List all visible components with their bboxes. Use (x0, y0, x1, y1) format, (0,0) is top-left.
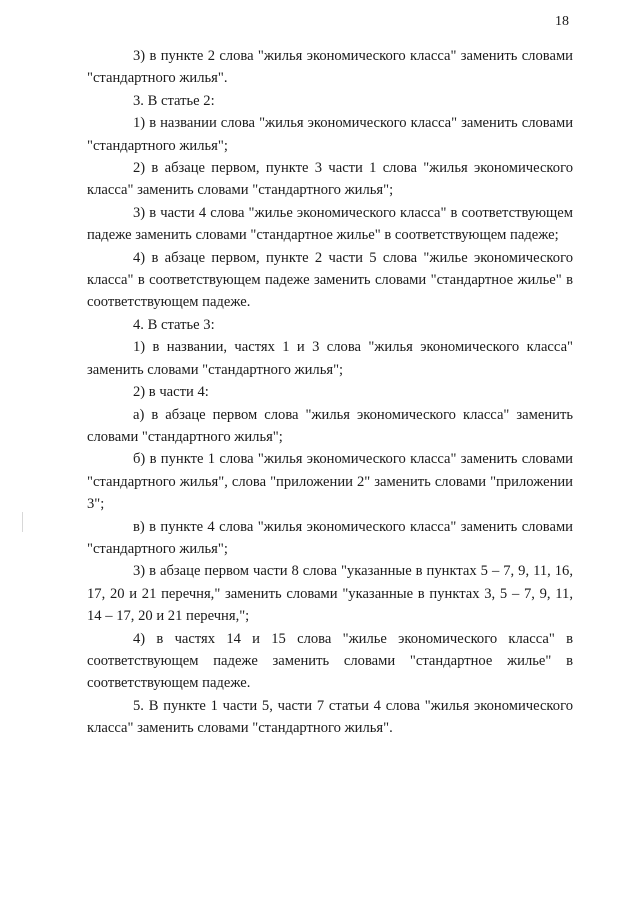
paragraph-article-3-item-2b: б) в пункте 1 слова "жилья экономического класса" заменить словами "стандартного жилья", слова "приложении 2" заменить словами "приложении 3"; (87, 451, 573, 513)
paragraph-article-2-item-2: 2) в абзаце первом, пункте 3 части 1 слова "жилья экономического класса" заменить словами "стандартного жилья"; (87, 160, 573, 199)
paragraph-article-3-item-2: 2) в части 4: (133, 384, 209, 401)
paragraph-article-3-item-4: 4) в частях 14 и 15 слова "жилье экономического класса" в соответствующем падеже заменить словами "стандартное жилье" в соответствующем падеже. (87, 630, 573, 692)
paragraph-article-3-heading: 4. В статье 3: (133, 316, 215, 333)
paragraph-article-2-heading: 3. В статье 2: (133, 92, 215, 109)
paragraph-article-4-item-5: 5. В пункте 1 части 5, части 7 статьи 4 слова "жилья экономического класса" заменить словами "стандартного жилья". (87, 697, 573, 737)
scan-margin-mark (22, 512, 23, 532)
paragraph-article-3-item-3: 3) в абзаце первом части 8 слова "указанные в пунктах 5 – 7, 9, 11, 16, 17, 20 и 21 перечня," заменить словами "указанные в пунктах 3, 5 – 7, 9, 11, 14 – 17, 20 и 21 перечня,"; (87, 563, 573, 625)
paragraph-article-2-item-4: 4) в абзаце первом, пункте 2 части 5 слова "жилье экономического класса" в соответствующем падеже заменить словами "стандартное жилье" в соответствующем падеже. (87, 249, 573, 311)
paragraph-article-3-item-2v: в) в пункте 4 слова "жилья экономического класса" заменить словами "стандартного жилья"; (87, 518, 573, 557)
page-number: 18 (555, 14, 569, 29)
paragraph-article-2-item-1: 1) в названии слова "жилья экономического класса" заменить словами "стандартного жилья"; (87, 115, 573, 154)
paragraph-article-3-item-1: 1) в названии, частях 1 и 3 слова "жилья экономического класса" заменить словами "стандартного жилья"; (87, 339, 573, 378)
paragraph-article-2-item-3: 3) в части 4 слова "жилье экономического класса" в соответствующем падеже заменить словами "стандартное жилье" в соответствующем падеже; (87, 204, 573, 244)
paragraph-article-3-item-2a: а) в абзаце первом слова "жилья экономического класса" заменить словами "стандартного жилья"; (87, 406, 573, 445)
document-body (87, 45, 573, 740)
paragraph-2-3-item-3: 3) в пункте 2 слова "жилья экономического класса" заменить словами "стандартного жилья". (87, 48, 573, 87)
